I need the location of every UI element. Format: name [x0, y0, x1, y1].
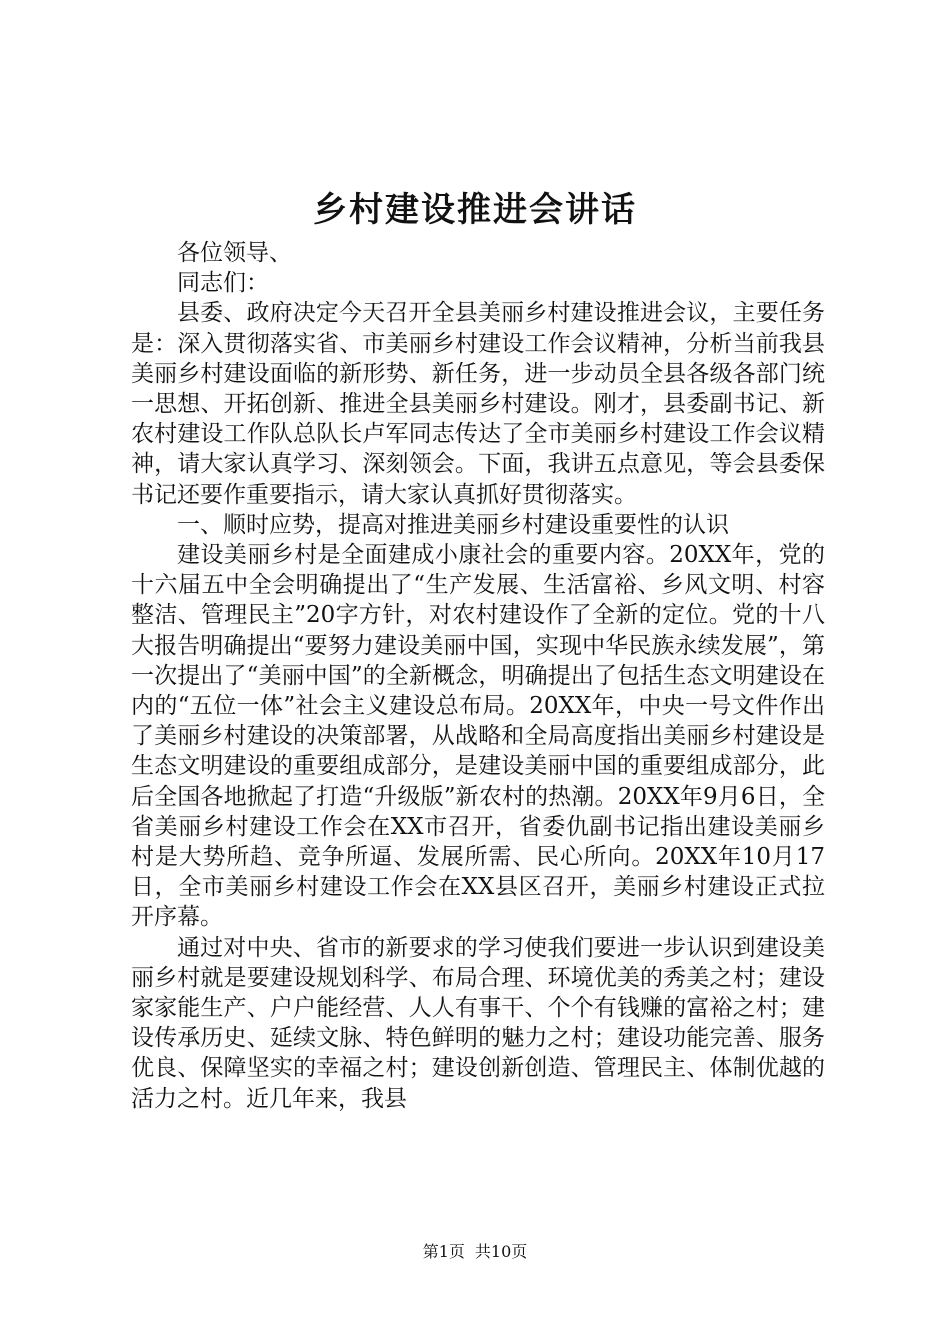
paragraph-intro: 县委、政府决定今天召开全县美丽乡村建设推进会议，主要任务是：深入贯彻落实省、市美丽乡村建设工作会议精神，分析当前我县美丽乡村建设面临的新形势、新任务，进一步动员全县各级各部门统一思想、开拓创新、推进全县美丽乡村建设。刚才，县委副书记、新农村建设工作队总队长卢军同志传达了全市美丽乡村建设工作会议精神，请大家认真学习、深刻领会。下面，我讲五点意见，等会县委保书记还要作重要指示，请大家认真抓好贯彻落实。 — [131, 300, 825, 508]
salutation-line: 同志们： — [177, 270, 269, 297]
paragraph: 建设美丽乡村是全面建成小康社会的重要内容。20XX年，党的十六届五中全会明确提出了“生产发展、生活富裕、乡风文明、村容整洁、管理民主”20字方针，对农村建设作了全新的定位。党的十八大报告明确提出“要努力建设美丽中国，实现中华民族永续发展”，第一次提出了“美丽中国”的全新概念，明确提出了包括生态文明建设在内的“五位一体”社会主义建设总布局。20XX年，中央一号文件作出了美丽乡村建设的决策部署，从战略和全局高度指出美丽乡村建设是生态文明建设的重要组成部分，是建设美丽中国的重要组成部分，此后全国各地掀起了打造“升级版”新农村的热潮。20XX年9月6日，全省美丽乡村建设工作会在XX市召开，省委仇副书记指出建设美丽乡村是大势所趋、竞争所逼、发展所需、民心所向。20XX年10月17日，全市美丽乡村建设工作会在XX县区召开，美丽乡村建设正式拉开序幕。 — [131, 542, 825, 931]
salutation-line: 各位领导、 — [177, 240, 292, 266]
page-total: 共10页 — [474, 1242, 528, 1261]
paragraph: 通过对中央、省市的新要求的学习使我们要进一步认识到建设美丽乡村就是要建设规划科学、布局合理、环境优美的秀美之村；建设家家能生产、户户能经营、人人有事干、个个有钱赚的富裕之村；建设传承历史、延续文脉、特色鲜明的魅力之村；建设功能完善、服务优良、保障坚实的幸福之村；建设创新创造、管理民主、体制优越的活力之村。近几年来，我县 — [131, 934, 825, 1112]
section-heading: 一、顺时应势，提高对推进美丽乡村建设重要性的认识 — [177, 511, 729, 538]
document-body — [131, 238, 825, 1114]
page-number: 第1页 — [422, 1242, 465, 1261]
document-title: 乡村建设推进会讲话 — [313, 190, 637, 230]
page-footer — [0, 1241, 950, 1263]
